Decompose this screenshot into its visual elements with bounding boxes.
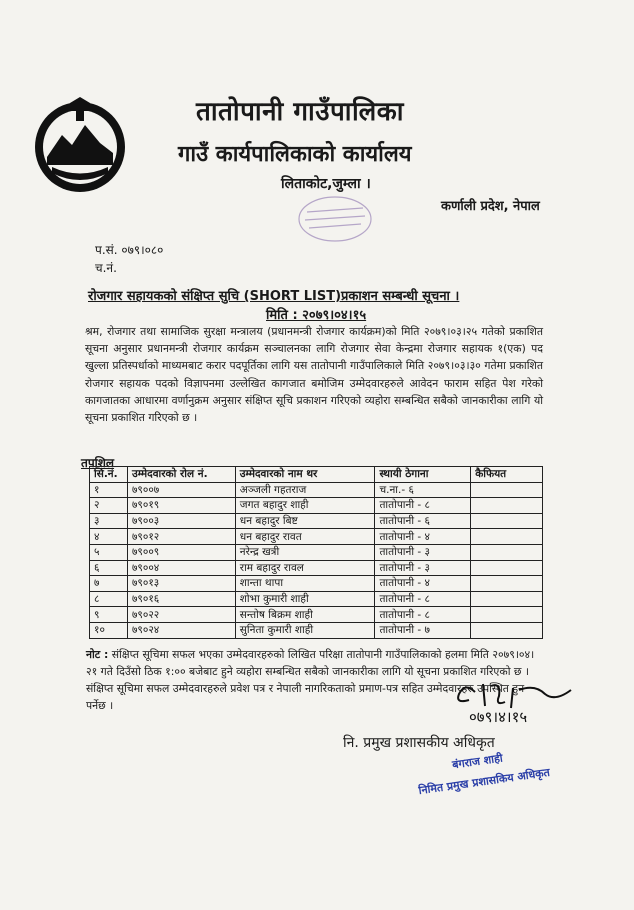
cell-roll: ७९००९ [127, 544, 235, 560]
cell-roll: ७९०१६ [127, 591, 235, 607]
table-row [90, 591, 543, 607]
note-text: संक्षिप्त सूचिमा सफल भएका उम्मेदवारहरुको लिखित परिक्षा तातोपानी गाउँपालिकाको हलमा मिति २०७९।०४।२१ गते दिउँसो ठिक १:०० बजेबाट हुने व्यहोरा सम्बन्धित सबैको जानकारीका लागि यो सूचना प्रकाशित गरिएको छ । संक्षिप्त सूचिमा सफल उम्मेदवारहरुले प्रवेश पत्र र नेपाली नागरिकताको प्रमाण-पत्र सहित उम्मेदवारहरु उपस्थित हुन पर्नेछ । [86, 648, 535, 712]
table-row [90, 622, 543, 638]
nepal-emblem-logo [30, 95, 130, 193]
cell-serial: ९ [90, 607, 128, 623]
cell-address: तातोपानी - ८ [375, 591, 471, 607]
table-row [90, 576, 543, 592]
cell-serial: ४ [90, 529, 128, 545]
cell-roll: ७९००३ [127, 513, 235, 529]
header-candidate-name: उम्मेदवारको नाम थर [235, 467, 375, 483]
cell-address: तातोपानी - ३ [375, 544, 471, 560]
cell-remarks [471, 513, 543, 529]
cell-address: तातोपानी - ४ [375, 576, 471, 592]
table-row [90, 529, 543, 545]
signing-official: नि. प्रमुख प्रशासकीय अधिकृत [343, 735, 495, 751]
cell-remarks [471, 544, 543, 560]
cell-serial: ८ [90, 591, 128, 607]
cell-name: नरेन्द्र खत्री [235, 544, 375, 560]
cell-name: सन्तोष बिक्रम शाही [235, 607, 375, 623]
table-row [90, 607, 543, 623]
notice-subject: रोजगार सहायकको संक्षिप्त सुचि (SHORT LIST)प्रकाशन सम्बन्धी सूचना । [88, 289, 460, 304]
cell-address: तातोपानी - ८ [375, 498, 471, 514]
cell-serial: १ [90, 482, 128, 498]
shortlist-table [89, 466, 543, 639]
municipality-title: तातोपानी गाउँपालिका [196, 97, 405, 127]
notice-body: श्रम, रोजगार तथा सामाजिक सुरक्षा मन्त्रालय (प्रधानमन्त्री रोजगार कार्यक्रम)को मिति २०७९।०३।२५ गतेको प्रकाशित सूचना अनुसार प्रधानमन्त्री रोजगार कार्यक्रम सञ्चालनका लागि रोजगार सेवा केन्द्रमा रोजगार सहायक १(एक) पद खुल्ला प्रतिस्पर्धाको माध्यमबाट करार पदपूर्तिका लागि यस तातोपानी गाउँपालिकाले मिति २०७९।०३।३० गतेमा प्रकाशित रोजगार सहायक पदको विज्ञापनमा उल्लेखित कागजात बमोजिम उम्मेदवारहरुले आवेदन फाराम सहित पेश गरेको कागजातका आधारमा वर्णानुक्रम अनुसार संक्षिप्त सूचि प्रकाशन गरिएको व्यहोरा सम्बन्धित सबैको जानकारीका लागि यो सूचना प्रकाशित गरिएको छ । [85, 325, 543, 425]
table-row [90, 560, 543, 576]
cell-address: तातोपानी - ८ [375, 607, 471, 623]
cell-roll: ७९०१२ [127, 529, 235, 545]
table-row [90, 544, 543, 560]
header-remarks: कैफियत [471, 467, 543, 483]
cell-address: तातोपानी - ४ [375, 529, 471, 545]
table-row [90, 498, 543, 514]
cell-name: राम बहादुर रावल [235, 560, 375, 576]
table-row [90, 513, 543, 529]
header-serial: सि.नं. [90, 467, 128, 483]
header-roll-number: उम्मेदवारको रोल नं. [127, 467, 235, 483]
notice-date: मिति : २०७९।०४।१५ [266, 308, 367, 323]
cell-serial: ७ [90, 576, 128, 592]
cell-name: शोभा कुमारी शाही [235, 591, 375, 607]
cell-remarks [471, 607, 543, 623]
cell-roll: ७९०२२ [127, 607, 235, 623]
cell-name: शान्ता थापा [235, 576, 375, 592]
office-seal-stamp [285, 190, 385, 248]
cell-serial: ६ [90, 560, 128, 576]
cell-serial: ५ [90, 544, 128, 560]
cell-roll: ७९०१९ [127, 498, 235, 514]
signature-date: ०७९।४।१५ [469, 708, 528, 725]
cell-serial: १० [90, 622, 128, 638]
province-label: कर्णाली प्रदेश, नेपाल [441, 199, 540, 214]
cell-roll: ७९००७ [127, 482, 235, 498]
cell-address: तातोपानी - ३ [375, 560, 471, 576]
header-address: स्थायी ठेगाना [375, 467, 471, 483]
cell-remarks [471, 622, 543, 638]
cell-name: अञ्जली गहतराज [235, 482, 375, 498]
handwritten-signature [395, 680, 585, 725]
table-header-row [90, 467, 543, 483]
table-row [90, 482, 543, 498]
reference-number: प.सं. ०७९।०८० [95, 243, 164, 257]
cell-roll: ७९०१३ [127, 576, 235, 592]
cell-address: तातोपानी - ७ [375, 622, 471, 638]
note-label: नोट : [86, 648, 109, 661]
office-title: गाउँ कार्यपालिकाको कार्यालय [178, 142, 412, 167]
dispatch-number: च.नं. [95, 261, 117, 275]
cell-serial: ३ [90, 513, 128, 529]
cell-name: जगत बहादुर शाही [235, 498, 375, 514]
cell-name: धन बहादुर रावत [235, 529, 375, 545]
cell-address: तातोपानी - ६ [375, 513, 471, 529]
cell-remarks [471, 591, 543, 607]
stamp-official-title: निमित प्रमुख प्रशासकिय अधिकृत [417, 765, 551, 798]
cell-name: सुनिता कुमारी शाही [235, 622, 375, 638]
cell-remarks [471, 576, 543, 592]
cell-remarks [471, 482, 543, 498]
table-caption: तपशिल [81, 456, 115, 470]
cell-address: च.ना.- ६ [375, 482, 471, 498]
cell-roll: ७९००४ [127, 560, 235, 576]
cell-remarks [471, 498, 543, 514]
stamp-official-name: बंगराज शाही [451, 751, 504, 772]
cell-serial: २ [90, 498, 128, 514]
office-address: लिताकोट,जुम्ला । [281, 176, 371, 192]
cell-remarks [471, 560, 543, 576]
cell-name: धन बहादुर बिष्ट [235, 513, 375, 529]
cell-roll: ७९०२४ [127, 622, 235, 638]
cell-remarks [471, 529, 543, 545]
